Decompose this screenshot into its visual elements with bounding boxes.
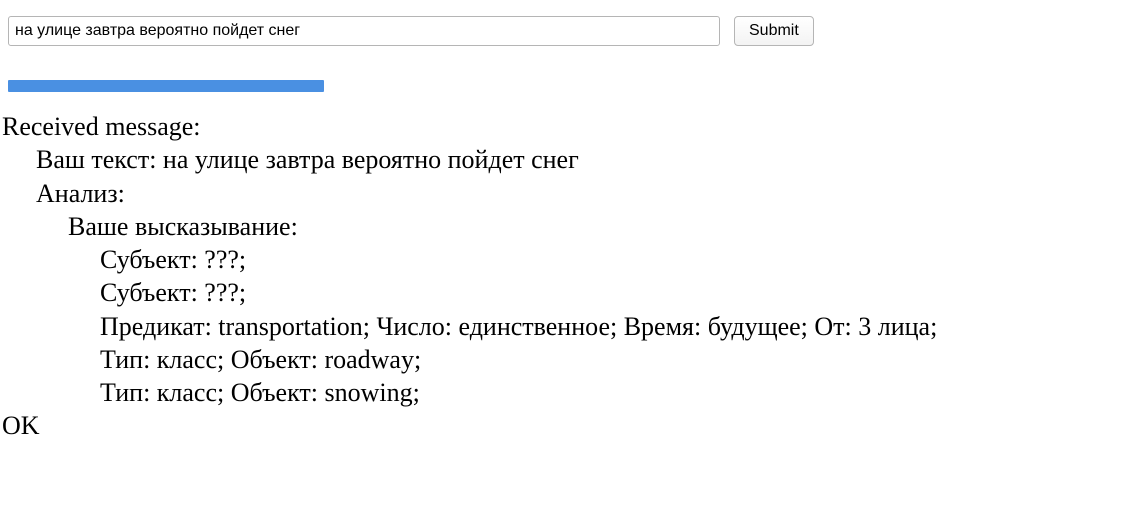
message-input[interactable] (8, 16, 720, 46)
progress-bar-fill (8, 80, 324, 92)
output-status: OK (2, 411, 40, 441)
output-your-text: Ваш текст: на улице завтра вероятно пойдет снег (36, 145, 579, 175)
output-item: Тип: класс; Объект: roadway; (100, 344, 422, 374)
output-item: Предикат: transportation; Число: единственное; Время: будущее; От: 3 лица; (100, 311, 938, 341)
output-statement-label: Ваше высказывание: (68, 211, 298, 241)
submit-button[interactable]: Submit (734, 16, 814, 46)
progress-bar (8, 80, 324, 92)
output-panel (0, 110, 1140, 443)
output-item: Субъект: ???; (100, 245, 247, 275)
output-heading: Received message: (2, 112, 201, 141)
message-form (0, 0, 1140, 46)
output-item: Субъект: ???; (100, 278, 247, 308)
output-analysis-label: Анализ: (36, 178, 125, 208)
output-item: Тип: класс; Объект: snowing; (100, 378, 420, 408)
